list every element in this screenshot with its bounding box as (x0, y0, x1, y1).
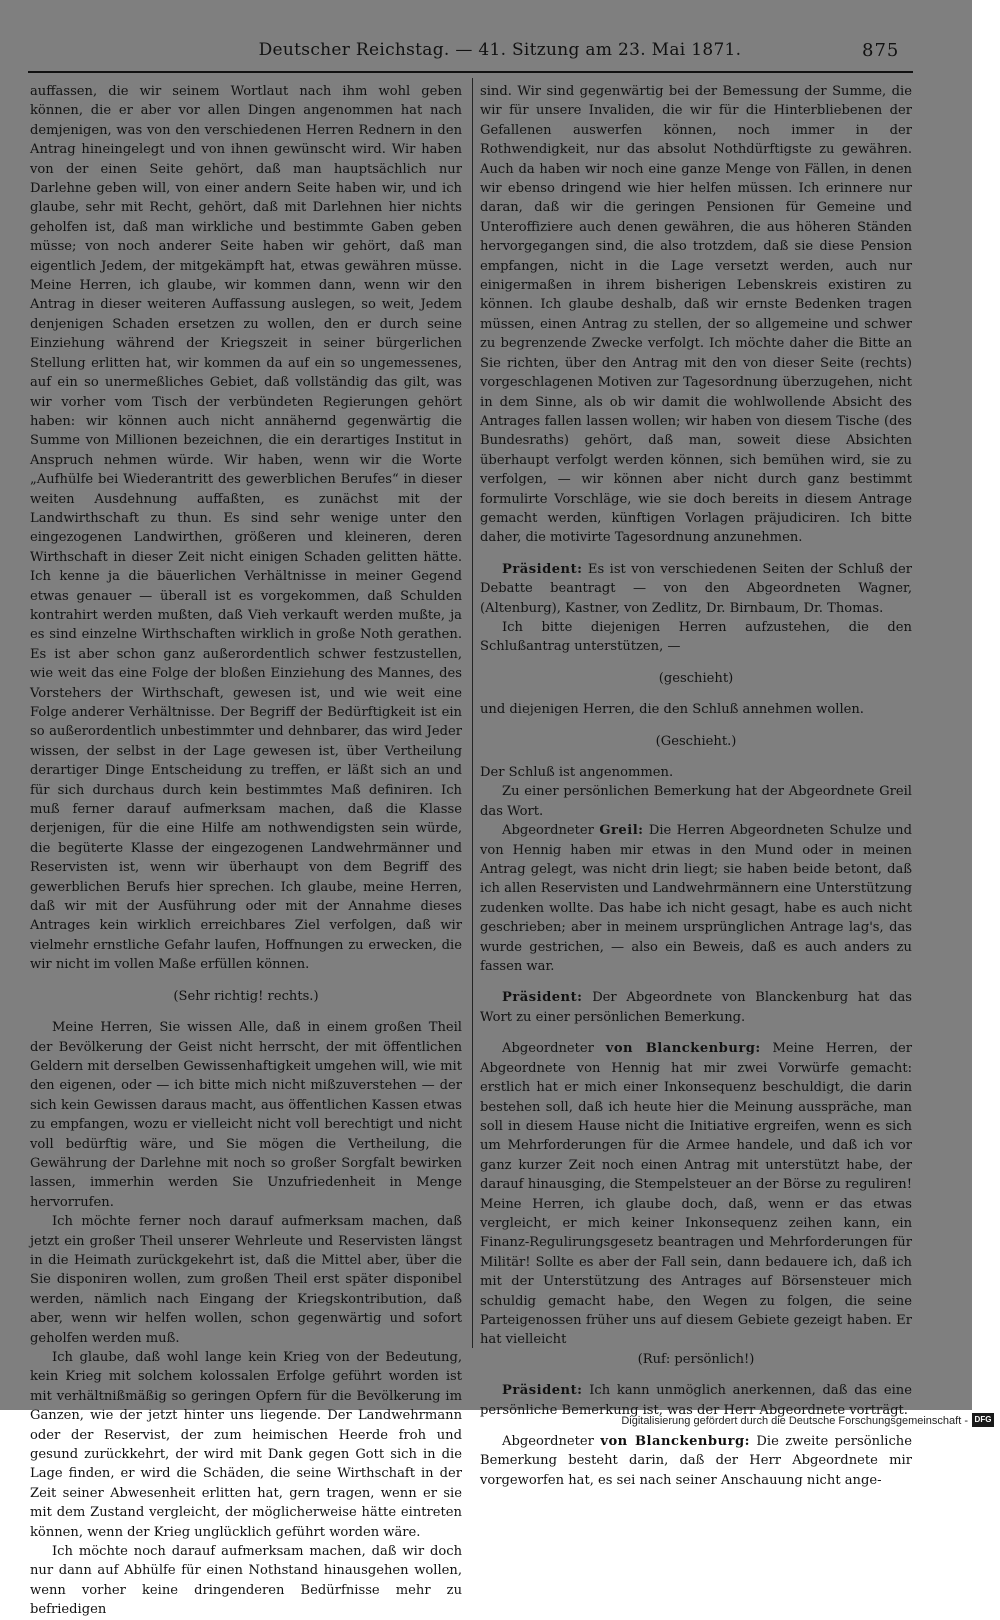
speech (480, 560, 912, 618)
speech-text: Der Abgeordnete von Blanckenburg hat das Wort zu einer persönlichen Bemerkung. (480, 990, 912, 1025)
speaker-name: Präsident: (502, 990, 583, 1006)
interjection: (Ruf: persönlich!) (637, 1351, 755, 1367)
speech (480, 1432, 912, 1490)
speech-text: Meine Herren, der Abgeordnete von Hennig hat mir zwei Vorwürfe gemacht: erstlich hat er mich einer Inkonsequenz beschuldigt, die darin bestehen soll, daß ich heute hier die Meinung ausspräche, man soll in diesem Hause nicht die Initiative ergreifen, wenn es sich um Mehrforderungen für die Armee handele, und daß ich vor ganz kurzer Zeit noch einen Antrag mit unterstützt habe, der darauf hinausging, die Stempelsteuer an der Börse zu reguliren! Meine Herren, ich glaube doch, daß, wenn er das etwas vergleicht, er mich keiner Inkonsequenz zeihen kann, ein Finanz-Regulirungsgesetz beantragen und Mehrforderungen für Militär! Sollte es aber der Fall sein, dann bedauere ich, daß ich mit der Unterstützung des Antrages auf Börsensteuer mich schuldig gemacht habe, den Wegen zu folgen, die seine Parteigenossen früher uns auf diesem Gebiete gezeigt haben. Er hat vielleicht (480, 1041, 912, 1348)
header-rule (28, 71, 913, 73)
paragraph: sind. Wir sind gegenwärtig bei der Bemessung der Summe, die wir für unsere Invaliden, die wir für die Hinterbliebenen der Gefallenen auswerfen können, noch immer in der Rothwendigkeit, nur das absolut Nothdürftigste zu gewähren. Auch da haben wir noch eine ganze Menge von Fällen, in denen wir ebenso dringend wie hier helfen müssen. Ich erinnere nur daran, daß wir die geringen Pensionen für Gemeine und Unteroffiziere auch denen gewähren, die aus höheren Ständen hervorgegangen sind, die also trotzdem, daß sie diese Pension empfangen, nicht in die Lage versetzt werden, auch nur einigermaßen in ihrem bisherigen Lebenskreis existiren zu können. Ich glaube deshalb, daß wir ernste Bedenken tragen müssen, einen Antrag zu stellen, der so allgemeine und schwer zu begrenzende Zwecke verfolgt. Ich möchte daher die Bitte an Sie richten, über den Antrag mit den von dieser Seite (rechts) vorgeschlagenen Motiven zur Tagesordnung überzugehen, nicht in dem Sinne, als ob wir damit die wohlwollende Absicht des Antrages fallen lassen wollen; wir haben von diesem Tische (des Bundesraths) gehört, daß man, soweit diese Absichten überhaupt verfolgt werden können, sich bemühen wird, sie zu verfolgen, — wir können aber nicht durch ganz bestimmt formulirte Vorschläge, wie sie doch bereits in diesem Antrage gemacht werden, künftigen Vorlagen präjudiciren. Ich bitte daher, die motivirte Tagesordnung anzunehmen. (480, 84, 912, 546)
interjection: (geschieht) (658, 670, 734, 686)
speaker-lead: Abgeordneter (502, 1434, 594, 1449)
speaker-name: Präsident: (502, 561, 583, 577)
speech-text: Die zweite persönliche Bemerkung besteht darin, daß der Herr Abgeordnete mir vorgeworfen hat, es sei nach seiner Anschauung nicht ange- (480, 1434, 912, 1488)
column-divider (472, 78, 473, 1348)
paragraph: auffassen, die wir seinem Wortlaut nach ihm wohl geben können, die er aber vor allen Dingen angenommen hat nach demjenigen, was von den verschiedenen Herren Rednern in den Antrag hineingelegt und von ihnen gewünscht wird. Wir haben von der einen Seite gehört, daß man hauptsächlich nur Darlehne geben will, von einer andern Seite haben wir, und ich glaube, sehr mit Recht, gehört, daß mit Darlehnen hier nichts geholfen ist, daß man wirkliche und bestimmte Gaben geben müsse; von noch anderer Seite haben wir gehört, daß man eigentlich Jedem, der mitgekämpft hat, etwas gewähren müsse. Meine Herren, ich glaube, wir kommen dann, wenn wir den Antrag in dieser weiteren Auffassung auslegen, so weit, Jedem denjenigen Schaden ersetzen zu wollen, den er durch seine Einziehung während der Kriegszeit in seiner bürgerlichen Stellung erlitten hat, wir kommen da auf ein so ungemessenes, auf ein so unermeßliches Gebiet, daß vollständig das gilt, was wir vorher vom Tisch der verbündeten Regierungen gehört haben: wir können auch nicht annähernd gegenwärtig die Summe von Millionen bezeichnen, die ein derartiges Institut in Anspruch nehmen würde. Wir haben, wenn wir die Worte „Aufhülfe bei Wiederantritt des gewerblichen Berufes“ in dieser weiten Ausdehnung auffaßten, es zunächst mit der Landwirthschaft zu thun. Es sind sehr wenige unter den eingezogenen Landwirthen, größeren und kleineren, deren Wirthschaft in dieser Zeit nicht einigen Schaden gelitten hätte. Ich kenne ja die bäuerlichen Verhältnisse in meiner Gegend etwas genauer — überall ist es vorgekommen, daß Schulden kontrahirt werden mußten, daß Vieh verkauft werden mußte, ja es sind einzelne Wirthschaften wirklich in große Noth gerathen. Es ist aber schon ganz außerordentlich schwer festzustellen, wie weit das eine Folge der bloßen Einziehung des Mannes, des Vorstehers der Wirthschaft, gewesen ist, und wie weit eine Folge anderer Verhältnisse. Der Begriff der Bedürftigkeit ist ein so außerordentlich unbestimmter und dehnbarer, das wird Jeder wissen, der selbst in der Lage gewesen ist, über Vertheilung derartiger Dinge Entscheidung zu treffen, er läßt sich an und für sich durchaus durch kein bestimmtes Maß definiren. Ich muß ferner darauf aufmerksam machen, daß die Klasse derjenigen, für die eine Hilfe am nothwendigsten sein würde, die begüterte Klasse der eingezogenen Landwehrmänner und Reservisten ist, wenn wir überhaupt von dem Begriff des gewerblichen Berufs hier sprechen. Ich glaube, meine Herren, daß wir mit der Ausführung oder mit der Annahme dieses Antrages kein wirklich erreichbares Ziel verfolgen, daß wir vielmehr ernstliche Gefahr laufen, Hoffnungen zu erwecken, die wir nicht im vollen Maße erfüllen können. (30, 84, 462, 973)
paragraph: Ich möchte noch darauf aufmerksam machen, daß wir doch nur dann auf Abhülfe für einen Nothstand hinausgehen wollen, wenn vorher keine dringenderen Bedürfnisse mehr zu befriedigen (30, 1544, 462, 1618)
left-column (30, 82, 462, 1620)
speaker-lead: Abgeordneter (502, 823, 594, 839)
speaker-name: von Blanckenburg: (600, 1434, 750, 1449)
paragraph: Ich möchte ferner noch darauf aufmerksam machen, daß jetzt ein großer Theil unserer Wehrleute und Reservisten längst in die Heimath zurückgekehrt ist, daß die Mittel aber, über die Sie disponiren wollen, zum großen Theil erst später disponibel werden, nämlich nach Eingang der Kriegskontribution, daß aber, wenn wir helfen wollen, schon gegenwärtig und sofort geholfen werden muß. (30, 1214, 462, 1346)
speech (480, 1039, 912, 1350)
funding-credit: Digitalisierung gefördert durch die Deutsche Forschungsgemeinschaft - (621, 1415, 968, 1427)
speech (480, 821, 912, 976)
speech (480, 988, 912, 1027)
paragraph: Zu einer persönlichen Bemerkung hat der Abgeordnete Greil das Wort. (480, 784, 912, 819)
running-header: Deutscher Reichstag. — 41. Sitzung am 23. Mai 1871. (258, 40, 742, 60)
interjection: (Sehr richtig! rechts.) (173, 988, 319, 1004)
right-column (480, 82, 912, 1490)
dfg-logo: DFG (972, 1413, 994, 1427)
speech-text: Es ist von verschiedenen Seiten der Schluß der Debatte beantragt — von den Abgeordneten Wagner, (Altenburg), Kastner, von Zedlitz, Dr. Birnbaum, Dr. Thomas. (480, 561, 912, 616)
speaker-name: von Blanckenburg: (605, 1041, 761, 1057)
paragraph: Der Schluß ist angenommen. (480, 765, 674, 780)
speaker-name: Präsident: (502, 1383, 583, 1399)
paragraph: Meine Herren, Sie wissen Alle, daß in einem großen Theil der Bevölkerung der Geist nicht herrscht, der mit öffentlichen Geldern mit derselben Gewissenhaftigkeit umgehen will, wie mit den eigenen, oder — ich bitte mich nicht mißzuverstehen — der sich kein Gewissen daraus macht, aus öffentlichen Kassen etwas zu empfangen, wozu er vielleicht nicht voll berechtigt und nicht voll bedürftig wäre, und Sie mögen die Vertheilung, die Gewährung der Darlehne mit noch so großer Sorgfalt bewirken lassen, immerhin werden Sie Unzufriedenheit in Menge hervorrufen. (30, 1020, 462, 1210)
speaker-lead: Abgeordneter (502, 1041, 594, 1057)
speech-text: Ich kann unmöglich anerkennen, daß das eine persönliche Bemerkung ist, was der Herr Abgeordnete vorträgt. (480, 1383, 912, 1418)
page-number: 875 (862, 40, 900, 61)
paragraph: und diejenigen Herren, die den Schluß annehmen wollen. (480, 702, 864, 718)
paragraph: Ich glaube, daß wohl lange kein Krieg von der Bedeutung, kein Krieg mit solchem kolossalen Erfolge geführt worden ist mit verhältnißmäßig so geringen Opfern für die Bevölkerung im Ganzen, wie der jetzt hinter uns liegende. Der Landwehrmann oder der Reservist, der zum heimischen Heerde froh und gesund zurückkehrt, der wird mit Dank gegen Gott sich in die Lage finden, er wird die Schäden, die seine Wirthschaft in der Zeit seiner Abwesenheit erlitten hat, gern tragen, wenn er sie mit dem Zustand vergleicht, der möglicherweise hätte eintreten können, wenn der Krieg unglücklich geführt worden wäre. (30, 1350, 462, 1540)
speaker-name: Greil: (599, 823, 644, 839)
speech-text: Die Herren Abgeordneten Schulze und von Hennig haben mir etwas in den Mund oder in meinen Antrag gelegt, was nicht drin liegt; sie haben beide betont, daß ich allen Reservisten und Landwehrmännern eine Unterstützung zudenken wollte. Das habe ich nicht gesagt, habe es auch nicht geschrieben; aber in meinem ursprünglichen Antrage lag's, das wurde gestrichen, — also ein Beweis, daß es auch anders zu fassen war. (480, 823, 912, 975)
interjection: (Geschieht.) (655, 733, 737, 749)
paragraph: Ich bitte diejenigen Herren aufzustehen, die den Schlußantrag unterstützen, — (480, 619, 912, 655)
